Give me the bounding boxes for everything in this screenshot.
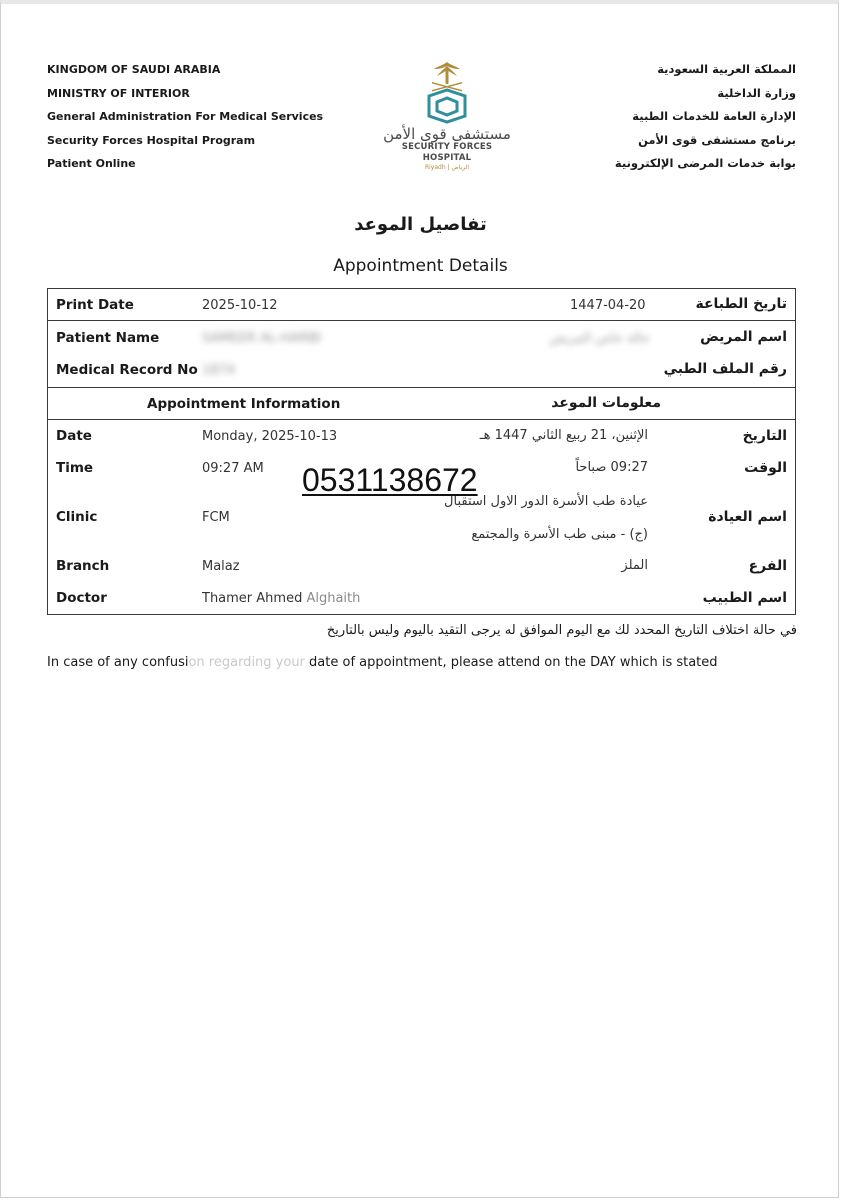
page-title-ar: تفاصيل الموعد [354,214,487,235]
doctor-value [202,591,360,606]
mrn-label-ar: رقم الملف الطبي [663,361,787,377]
branch-value: Malaz [202,559,240,574]
mrn-value: 1874 [202,363,236,378]
hospital-logo [377,60,517,175]
page-title-en: Appointment Details [333,256,508,276]
header-line-ministry: MINISTRY OF INTERIOR [47,86,190,100]
notice-en-part2: on regarding your [188,655,305,670]
branch-label: Branch [56,558,110,574]
header-line-program-ar: برنامج مستشفى قوى الأمن [638,132,796,147]
logo-name-ar: مستشفى قوى الأمن [383,125,511,143]
print-date-label-ar: تاريخ الطباعة [695,296,787,312]
header-line-kingdom: KINGDOM OF SAUDI ARABIA [47,63,221,76]
clinic-value: FCM [202,510,230,525]
print-info-box [47,288,796,388]
time-value: 09:27 AM [202,461,264,476]
logo-name-en: SECURITY FORCES HOSPITAL [401,142,493,163]
date-value: Monday, 2025-10-13 [202,429,338,444]
divider [48,320,795,321]
header-line-portal: Patient Online [47,157,136,171]
patient-name-label: Patient Name [56,330,160,346]
header-line-administration: General Administration For Medical Services [47,110,324,124]
clinic-value-ar-line2: (ج) - مبنى طب الأسرة والمجتمع [471,527,648,542]
notice-en [47,655,718,670]
print-date-value: 2025-10-12 [202,298,278,313]
print-date-hijri: 1447-04-20 [570,298,646,313]
clinic-label-ar: اسم العيادة [708,509,787,525]
appointment-info-box [47,387,796,615]
header-left-block [47,58,323,176]
date-label-ar: التاريخ [742,428,787,444]
header-line-administration-ar: الإدارة العامة للخدمات الطبية [632,109,796,124]
patient-name-value-ar: حالة خاص المريض [549,331,650,346]
doctor-surname: Alghaith [306,591,361,606]
header-line-portal-ar: بوابة خدمات المرضى الإلكترونية [614,156,796,171]
divider [48,419,795,420]
branch-value-ar: الملز [621,558,648,573]
header-line-ministry-ar: وزارة الداخلية [717,85,796,100]
appointment-section-title-ar: معلومات الموعد [551,395,661,411]
notice-en-part3: date of appointment, please attend on the DAY which is stated [304,655,718,670]
header-line-program: Security Forces Hospital Program [47,133,256,147]
time-label: Time [56,460,94,476]
clinic-value-ar-line1: عيادة طب الأسرة الدور الاول استقبال [444,494,648,509]
time-label-ar: الوقت [744,460,787,476]
handwritten-phone-number: 0531138672 [302,462,478,498]
doctor-label: Doctor [56,590,107,606]
branch-label-ar: الفرع [748,558,787,574]
notice-ar: في حالة اختلاف التاريخ المحدد لك مع اليوم الموافق له يرجى التقيد باليوم وليس بالتاريخ [326,623,797,638]
patient-name-value: SAMEER AL-HARBI [202,331,322,346]
notice-en-part1: In case of any confusi [47,655,189,670]
patient-name-label-ar: اسم المريض [700,329,787,345]
date-label: Date [56,428,92,444]
doctor-first-names: Thamer Ahmed [202,591,307,606]
header-line-kingdom-ar: المملكة العربية السعودية [657,62,796,76]
clinic-label: Clinic [56,509,98,525]
time-value-ar: 09:27 صباحاً [575,460,648,475]
logo-city: Riyadh | الرياض [424,164,470,171]
palm-swords-emblem-icon [420,60,474,124]
print-date-label: Print Date [56,297,134,313]
doctor-label-ar: اسم الطبيب [702,590,787,606]
date-value-ar: الإثنين، 21 ربيع الثاني 1447 هـ [479,428,648,443]
mrn-label: Medical Record No [56,362,198,378]
appointment-section-title: Appointment Information [147,396,341,412]
header-right-block [615,58,796,176]
